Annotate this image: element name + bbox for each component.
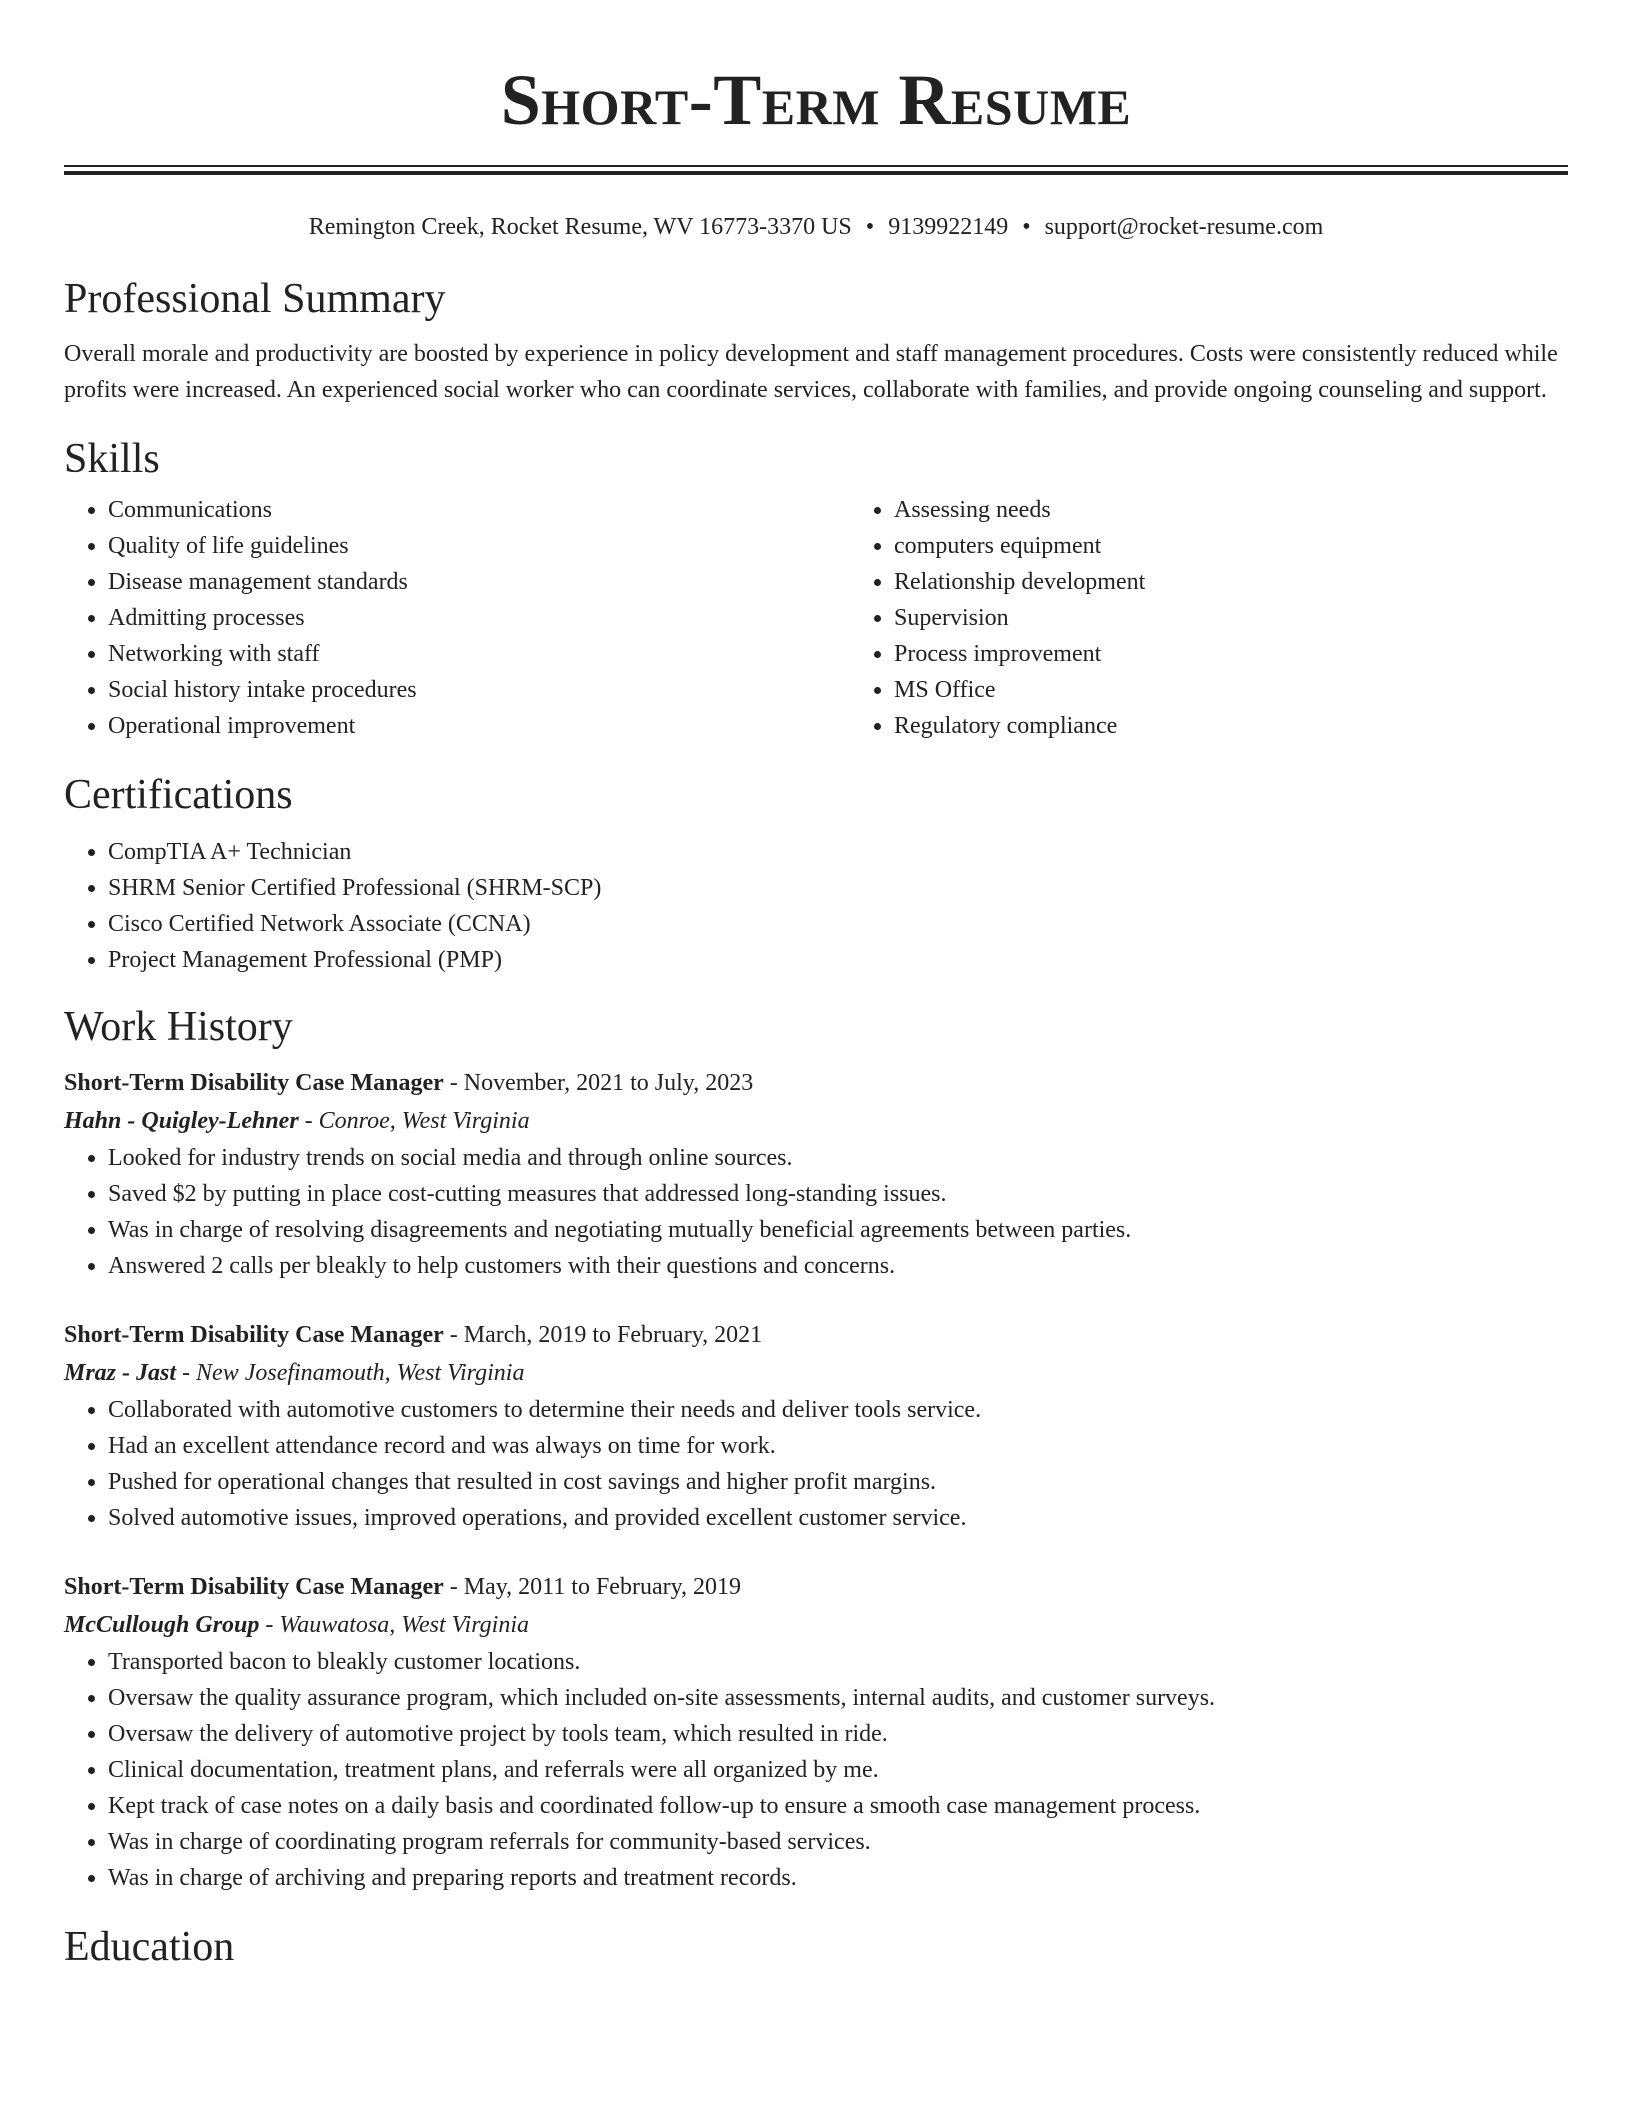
job-company-line	[64, 1102, 1568, 1140]
job-duty-item: • Collaborated with automotive customers to determine their needs and deliver tools service.	[108, 1392, 1568, 1428]
skill-item: • MS Office	[894, 672, 1632, 708]
job-duty-item: • Clinical documentation, treatment plans, and referrals were all organized by me.	[108, 1752, 1568, 1788]
job-duties-list	[64, 1140, 1568, 1284]
skills-list-right	[850, 492, 1632, 744]
job-company-line	[64, 1354, 1568, 1392]
skill-item: • Supervision	[894, 600, 1632, 636]
job-dash: -	[443, 1322, 464, 1348]
skill-item: • Regulatory compliance	[894, 708, 1632, 744]
skill-item: • Process improvement	[894, 636, 1632, 672]
title-divider	[64, 165, 1568, 175]
job-company: Mraz - Jast	[64, 1360, 177, 1386]
contact-phone: 9139922149	[888, 214, 1009, 240]
job-company: Hahn - Quigley-Lehner	[64, 1108, 299, 1134]
job-title-line	[64, 1064, 1568, 1102]
contact-separator: •	[1022, 214, 1031, 240]
job-duty-item: • Saved $2 by putting in place cost-cutting measures that addressed long-standing issues.	[108, 1176, 1568, 1212]
summary-heading: Professional Summary	[64, 276, 446, 322]
work-history-section	[64, 1002, 1568, 1896]
skill-item: • Admitting processes	[108, 600, 850, 636]
contact-separator: •	[865, 214, 875, 240]
education-heading: Education	[64, 1924, 235, 1970]
job-duty-item: • Solved automotive issues, improved operations, and provided excellent customer service.	[108, 1500, 1568, 1536]
certification-item: • Project Management Professional (PMP)	[108, 942, 1568, 978]
skills-section	[64, 434, 1568, 744]
job-title: Short-Term Disability Case Manager	[64, 1070, 444, 1096]
job-dates: November, 2021 to July, 2023	[463, 1070, 754, 1096]
job-title-line	[64, 1568, 1568, 1606]
certification-item: • CompTIA A+ Technician	[108, 834, 1568, 870]
skill-item: • Quality of life guidelines	[108, 528, 850, 564]
skill-item: • Disease management standards	[108, 564, 850, 600]
job-duty-item: • Oversaw the delivery of automotive project by tools team, which resulted in ride.	[108, 1716, 1568, 1752]
skill-item: • Assessing needs	[894, 492, 1632, 528]
job-duty-item: • Answered 2 calls per bleakly to help customers with their questions and concerns.	[108, 1248, 1568, 1284]
job-duty-item: • Kept track of case notes on a daily basis and coordinated follow-up to ensure a smooth case management process.	[108, 1788, 1568, 1824]
skills-columns	[64, 492, 1568, 744]
job-entry	[64, 1064, 1568, 1284]
job-dash: -	[259, 1612, 280, 1638]
job-duty-item: • Oversaw the quality assurance program, which included on-site assessments, internal audits, and customer surveys.	[108, 1680, 1568, 1716]
skills-list-left	[64, 492, 850, 744]
job-duty-item: • Pushed for operational changes that resulted in cost savings and higher profit margins.	[108, 1464, 1568, 1500]
summary-text: Overall morale and productivity are boosted by experience in policy development and staff management procedures. Costs were consistently reduced while profits were increased. An experienced social worker who can coordinate services, collaborate with families, and provide ongoing counseling and support.	[64, 341, 1558, 403]
job-dash: -	[176, 1360, 197, 1386]
job-location: Wauwatosa, West Virginia	[279, 1612, 529, 1638]
resume-title: Short-Term Resume	[500, 60, 1132, 140]
job-duties-list	[64, 1644, 1568, 1896]
job-company-line	[64, 1606, 1568, 1644]
skills-heading: Skills	[64, 436, 160, 482]
certifications-list	[64, 834, 1568, 978]
job-duty-item: • Looked for industry trends on social media and through online sources.	[108, 1140, 1568, 1176]
certifications-heading: Certifications	[64, 772, 293, 818]
job-duty-item: • Was in charge of coordinating program referrals for community-based services.	[108, 1824, 1568, 1860]
job-dash: -	[443, 1574, 464, 1600]
skill-item: • computers equipment	[894, 528, 1632, 564]
job-duty-item: • Transported bacon to bleakly customer locations.	[108, 1644, 1568, 1680]
job-title: Short-Term Disability Case Manager	[64, 1322, 444, 1348]
job-dash: -	[443, 1070, 464, 1096]
contact-address: Remington Creek, Rocket Resume, WV 16773-3370 US	[308, 214, 852, 240]
job-title: Short-Term Disability Case Manager	[64, 1574, 444, 1600]
certifications-section	[64, 770, 1568, 978]
job-location: Conroe, West Virginia	[318, 1108, 530, 1134]
job-duty-item: • Was in charge of resolving disagreements and negotiating mutually beneficial agreements between parties.	[108, 1212, 1568, 1248]
certification-item: • Cisco Certified Network Associate (CCNA)	[108, 906, 1568, 942]
job-entry	[64, 1568, 1568, 1896]
summary-section	[64, 274, 1568, 408]
job-duty-item: • Was in charge of archiving and preparing reports and treatment records.	[108, 1860, 1568, 1896]
skill-item: • Relationship development	[894, 564, 1632, 600]
job-title-line	[64, 1316, 1568, 1354]
contact-line	[64, 212, 1568, 242]
skill-item: • Social history intake procedures	[108, 672, 850, 708]
job-entry	[64, 1316, 1568, 1536]
skill-item: • Operational improvement	[108, 708, 850, 744]
job-duties-list	[64, 1392, 1568, 1536]
skill-item: • Communications	[108, 492, 850, 528]
job-location: New Josefinamouth, West Virginia	[196, 1360, 525, 1386]
work-history-heading: Work History	[64, 1004, 293, 1050]
job-company: McCullough Group	[64, 1612, 260, 1638]
certification-item: • SHRM Senior Certified Professional (SHRM-SCP)	[108, 870, 1568, 906]
job-dash: -	[298, 1108, 319, 1134]
education-section	[64, 1922, 1568, 1972]
job-dates: May, 2011 to February, 2019	[463, 1574, 742, 1600]
resume-page	[64, 0, 1568, 1972]
job-duty-item: • Had an excellent attendance record and was always on time for work.	[108, 1428, 1568, 1464]
job-dates: March, 2019 to February, 2021	[463, 1322, 763, 1348]
contact-email: support@rocket-resume.com	[1044, 214, 1324, 240]
skill-item: • Networking with staff	[108, 636, 850, 672]
